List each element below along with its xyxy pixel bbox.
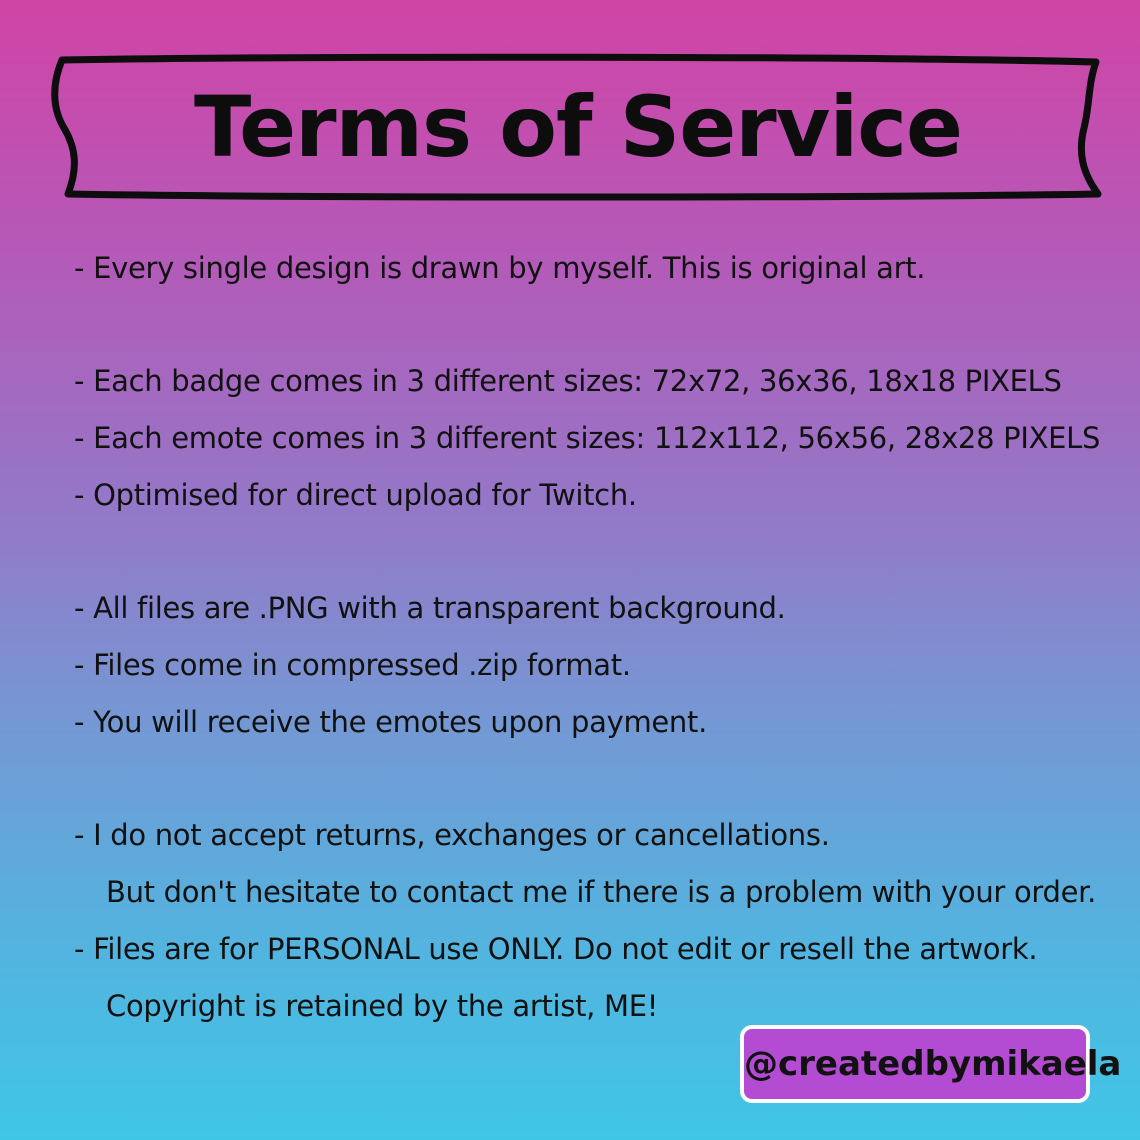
creator-handle-badge (740, 1025, 1122, 1103)
term-png-files: - All files are .PNG with a transparent background. (74, 591, 786, 625)
term-contact-note: But don't hesitate to contact me if there is a problem with your order. (106, 875, 1097, 909)
term-zip-format: - Files come in compressed .zip format. (74, 648, 631, 682)
section-gap (74, 751, 1094, 807)
terms-list (74, 240, 1101, 1035)
title-banner (48, 48, 1108, 208)
term-original-art: - Every single design is drawn by myself. This is original art. (74, 251, 926, 285)
creator-handle: @createdbymikaela (744, 1044, 1122, 1084)
term-copyright: Copyright is retained by the artist, ME! (106, 989, 659, 1023)
term-personal-use: - Files are for PERSONAL use ONLY. Do not edit or resell the artwork. (74, 932, 1038, 966)
term-twitch-upload: - Optimised for direct upload for Twitch. (74, 478, 637, 512)
term-no-returns: - I do not accept returns, exchanges or cancellations. (74, 818, 830, 852)
term-emote-sizes: - Each emote comes in 3 different sizes: 112x112, 56x56, 28x28 PIXELS (74, 421, 1101, 455)
section-gap (74, 297, 1094, 353)
page-title: Terms of Service (193, 78, 962, 176)
section-gap (74, 524, 1094, 580)
term-delivery: - You will receive the emotes upon payment. (74, 705, 708, 739)
term-badge-sizes: - Each badge comes in 3 different sizes: 72x72, 36x36, 18x18 PIXELS (74, 364, 1062, 398)
